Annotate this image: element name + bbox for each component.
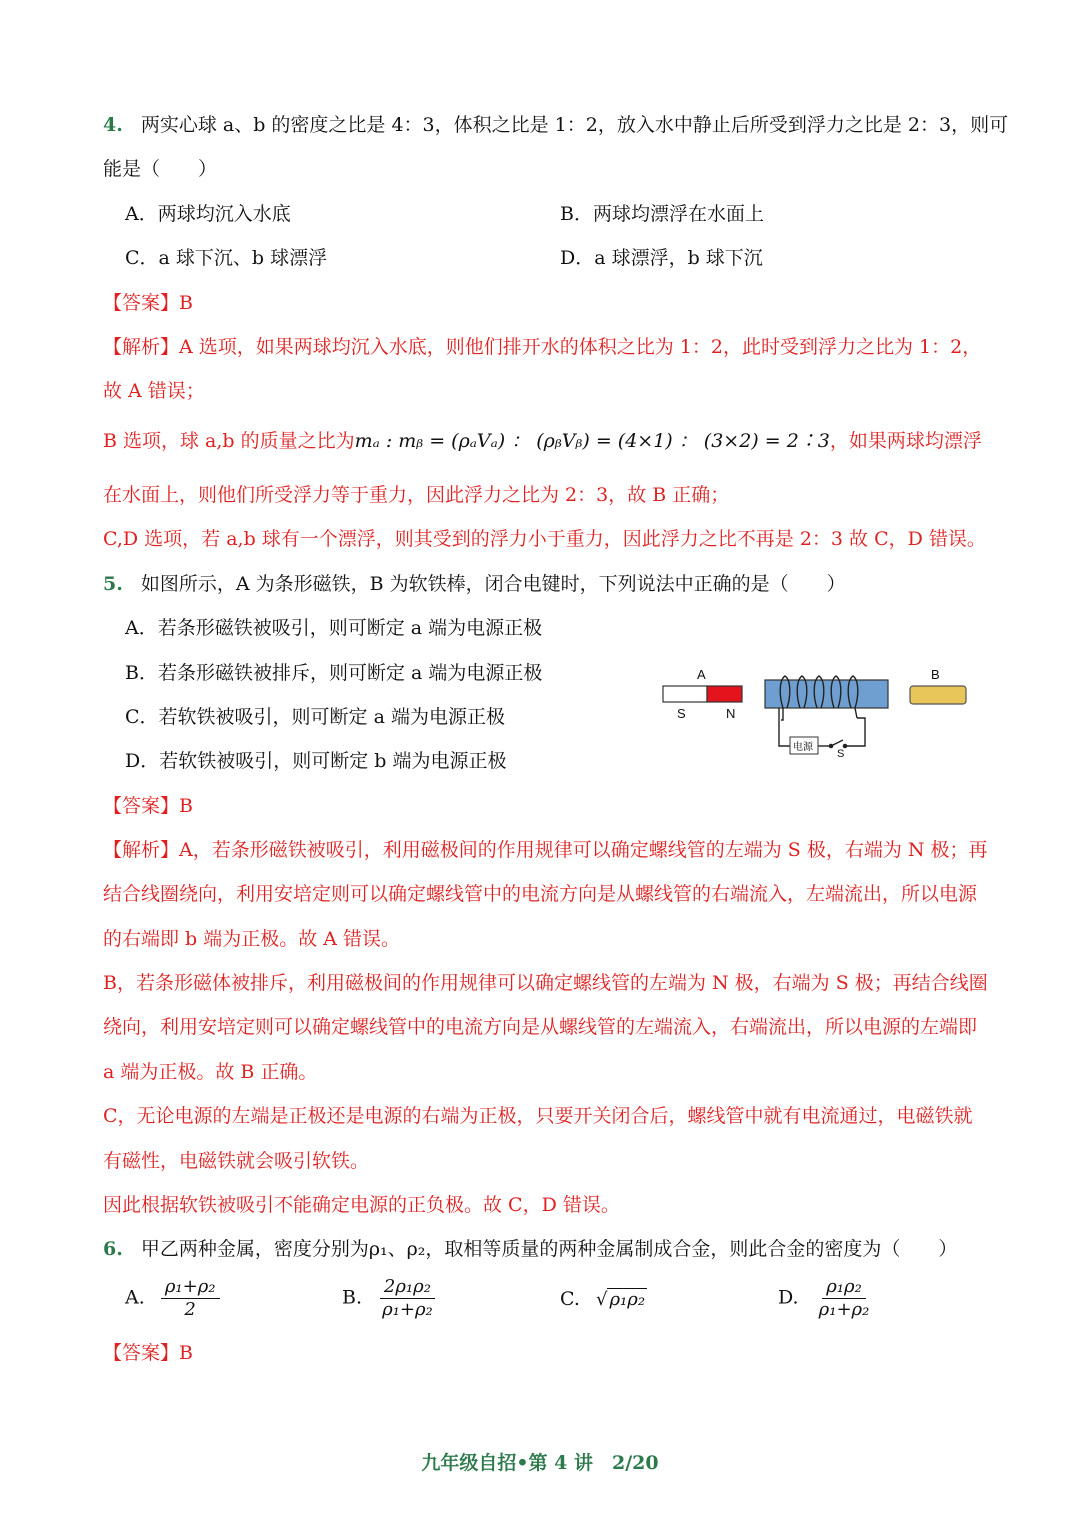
q4-analysis-line1: 【解析】A 选项，如果两球均沉入水底，则他们排开水的体积之比为 1：2，此时受到浮力之比为 1：2，	[103, 336, 982, 358]
q5-answer: 【答案】B	[103, 795, 193, 817]
q4-stem-line2: 能是（ ）	[103, 158, 218, 180]
q6-option-a: A. $\frac{\text{ρ₁+ρ₂}}{2}$	[125, 1276, 220, 1321]
q5-option-d: D．若软铁被吸引，则可断定 b 端为电源正极	[125, 750, 507, 772]
q6-stem: 6. 甲乙两种金属，密度分别为ρ₁、ρ₂，取相等质量的两种金属制成合金，则此合金的密度为（ ）	[103, 1238, 958, 1260]
q5-option-b: B．若条形磁铁被排斥，则可断定 a 端为电源正极	[125, 662, 543, 684]
solenoid-circuit-figure	[655, 660, 985, 770]
q4-option-b: B．两球均漂浮在水面上	[560, 203, 764, 225]
q5-analysis-line: 绕向，利用安培定则可以确定螺线管中的电流方向是从螺线管的左端流入，右端流出，所以电源的左端即	[103, 1016, 978, 1038]
switch-label-s: S	[837, 748, 845, 760]
q5-analysis-line: 有磁性，电磁铁就会吸引软铁。	[103, 1150, 370, 1172]
q5-number: 5.	[103, 573, 123, 595]
q5-analysis-line: 结合线圈绕向，利用安培定则可以确定螺线管中的电流方向是从螺线管的右端流入，左端流出，所以电源	[103, 883, 978, 905]
q5-option-c: C．若软铁被吸引，则可断定 a 端为电源正极	[125, 706, 505, 728]
q5-analysis-line: a 端为正极。故 B 正确。	[103, 1061, 318, 1083]
solenoid-core	[765, 680, 888, 708]
power-supply-label: 电源	[793, 742, 813, 753]
q6-option-c: C. √ ρ₁ρ₂	[560, 1288, 646, 1310]
q4-option-c: C．a 球下沉、b 球漂浮	[125, 247, 328, 269]
q4-analysis-line3: B 选项，球 a,b 的质量之比为mₐ : mᵦ = (ρₐVₐ) ： (ρᵦVᵦ) = (4×1) ： (3×2) = 2∶3，如果两球均漂浮	[103, 430, 982, 452]
soft-iron-label-b: B	[931, 667, 940, 682]
magnet-label-n: N	[726, 706, 736, 721]
soft-iron-bar	[910, 686, 966, 704]
q4-analysis-line4: 在水面上，则他们所受浮力等于重力，因此浮力之比为 2：3，故 B 正确；	[103, 484, 730, 506]
q5-analysis-line: 的右端即 b 端为正极。故 A 错误。	[103, 928, 401, 950]
q4-analysis-line5: C,D 选项，若 a,b 球有一个漂浮，则其受到的浮力小于重力，因此浮力之比不再是 2：3 故 C，D 错误。	[103, 528, 986, 550]
q4-option-d: D．a 球漂浮，b 球下沉	[560, 247, 763, 269]
q4-stem-line1: 4. 两实心球 a、b 的密度之比是 4：3，体积之比是 1：2，放入水中静止后所受到浮力之比是 2：3，则可	[103, 114, 1009, 136]
magnet-label-s: S	[677, 706, 686, 721]
q4-mass-ratio-formula: mₐ : mᵦ = (ρₐVₐ) ： (ρᵦVᵦ) = (4×1) ： (3×2) = 2∶3	[354, 430, 830, 452]
q6-option-d: D. $\frac{\text{ρ₁ρ₂}}{\text{ρ₁+ρ₂}}$	[778, 1276, 870, 1320]
bar-magnet-south	[663, 686, 707, 702]
q6-answer: 【答案】B	[103, 1342, 193, 1364]
magnet-label-a: A	[697, 667, 706, 682]
q5-analysis-line: C，无论电源的左端是正极还是电源的右端为正极，只要开关闭合后，螺线管中就有电流通过，电磁铁就	[103, 1105, 973, 1127]
q5-option-a: A．若条形磁铁被吸引，则可断定 a 端为电源正极	[125, 617, 543, 639]
q4-option-a: A．两球均沉入水底	[125, 203, 291, 225]
q4-answer: 【答案】B	[103, 292, 193, 314]
q6-option-b: B. $\frac{\text{2ρ₁ρ₂}}{\text{ρ₁+ρ₂}}$	[342, 1276, 437, 1321]
page-footer: 九年级自招•第 4 讲 2/20	[421, 1452, 659, 1474]
q5-analysis-line: 因此根据软铁被吸引不能确定电源的正负极。故 C，D 错误。	[103, 1194, 620, 1216]
q6-number: 6.	[103, 1238, 123, 1260]
bar-magnet-north	[707, 686, 742, 702]
q5-stem: 5. 如图所示，A 为条形磁铁，B 为软铁棒，闭合电键时，下列说法中正确的是（ ）	[103, 573, 846, 595]
q4-analysis-line2: 故 A 错误；	[103, 380, 205, 402]
q5-analysis-line: B，若条形磁体被排斥，利用磁极间的作用规律可以确定螺线管的左端为 N 极，右端为 S 极；再结合线圈	[103, 972, 988, 994]
q5-analysis-line: 【解析】A，若条形磁铁被吸引，利用磁极间的作用规律可以确定螺线管的左端为 S 极，右端为 N 极；再	[103, 839, 988, 861]
q4-number: 4.	[103, 114, 123, 136]
